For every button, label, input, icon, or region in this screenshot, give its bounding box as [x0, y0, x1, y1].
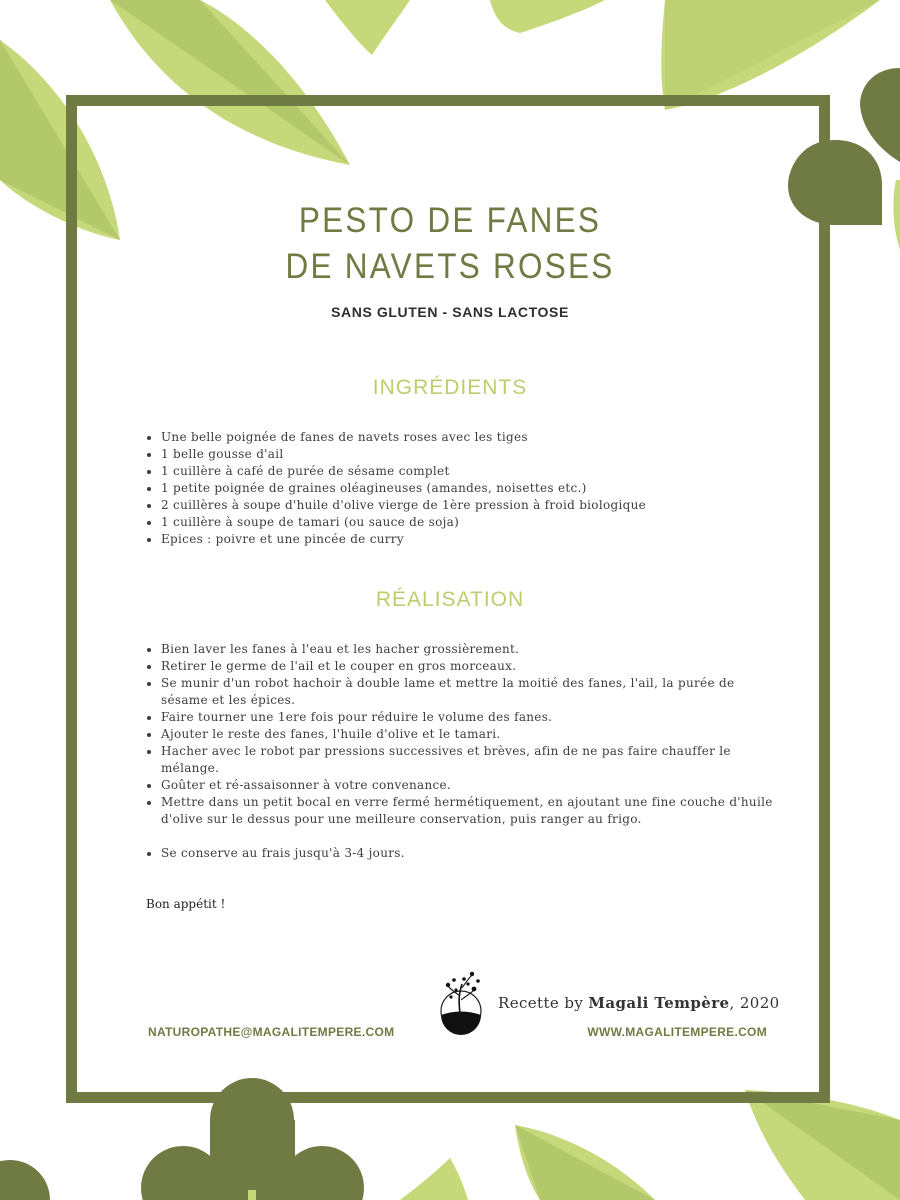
credit-suffix: , 2020	[729, 994, 780, 1012]
credit-prefix: Recette by	[498, 994, 589, 1012]
credit-author: Magali Tempère	[588, 994, 730, 1012]
ingredient-item: • Une belle poignée de fanes de navets roses avec les tiges	[161, 429, 781, 446]
realisation-step: • Retirer le germe de l'ail et le couper en gros morceaux.	[161, 658, 781, 675]
realisation-step: • Hacher avec le robot par pressions successives et brèves, afin de ne pas faire chauffer le mélange.	[161, 743, 781, 777]
recipe-title-line-2: DE NAVETS ROSES	[285, 247, 615, 286]
ingredient-item: • 1 cuillère à café de purée de sésame complet	[161, 463, 781, 480]
ingredients-heading: INGRÉDIENTS	[372, 376, 528, 399]
realisation-step: • Faire tourner une 1ere fois pour réduire le volume des fanes.	[161, 709, 781, 726]
ingredient-item: • 2 cuillères à soupe d'huile d'olive vierge de 1ère pression à froid biologique	[161, 497, 781, 514]
email-link[interactable]: NATUROPATHE@MAGALITEMPERE.COM	[148, 1025, 395, 1039]
tree-in-circle-icon	[436, 970, 486, 1036]
ingredient-item: • Epices : poivre et une pincée de curry	[161, 531, 781, 548]
recipe-subtitle: SANS GLUTEN - SANS LACTOSE	[331, 304, 569, 320]
bon-appetit-text: Bon appétit !	[146, 897, 226, 911]
ingredient-item: • 1 petite poignée de graines oléagineuses (amandes, noisettes etc.)	[161, 480, 781, 497]
ingredient-item: • 1 belle gousse d'ail	[161, 446, 781, 463]
realisation-step: • Se munir d'un robot hachoir à double lame et mettre la moitié des fanes, l'ail, la purée de sésame et les épices.	[161, 675, 781, 709]
ingredient-item: • 1 cuillère à soupe de tamari (ou sauce de soja)	[161, 514, 781, 531]
realisation-step: • Bien laver les fanes à l'eau et les hacher grossièrement.	[161, 641, 781, 658]
realisation-step: • Goûter et ré-assaisonner à votre convenance.	[161, 777, 781, 794]
realisation-step: • Ajouter le reste des fanes, l'huile d'olive et le tamari.	[161, 726, 781, 743]
realisation-step: • Se conserve au frais jusqu'à 3-4 jours.	[161, 845, 781, 862]
recipe-title-line-1: PESTO DE FANES	[298, 201, 602, 240]
realisation-heading: RÉALISATION	[375, 588, 525, 611]
ingredients-list	[142, 429, 781, 548]
realisation-list	[142, 641, 781, 862]
recipe-credit	[498, 994, 780, 1012]
realisation-step: • Mettre dans un petit bocal en verre fermé hermétiquement, en ajoutant une fine couche d'huile d'olive sur le dessus pour une meilleure conservation, puis ranger au frigo.	[161, 794, 781, 828]
recipe-title	[45, 198, 855, 290]
website-link[interactable]: WWW.MAGALITEMPERE.COM	[587, 1025, 767, 1039]
